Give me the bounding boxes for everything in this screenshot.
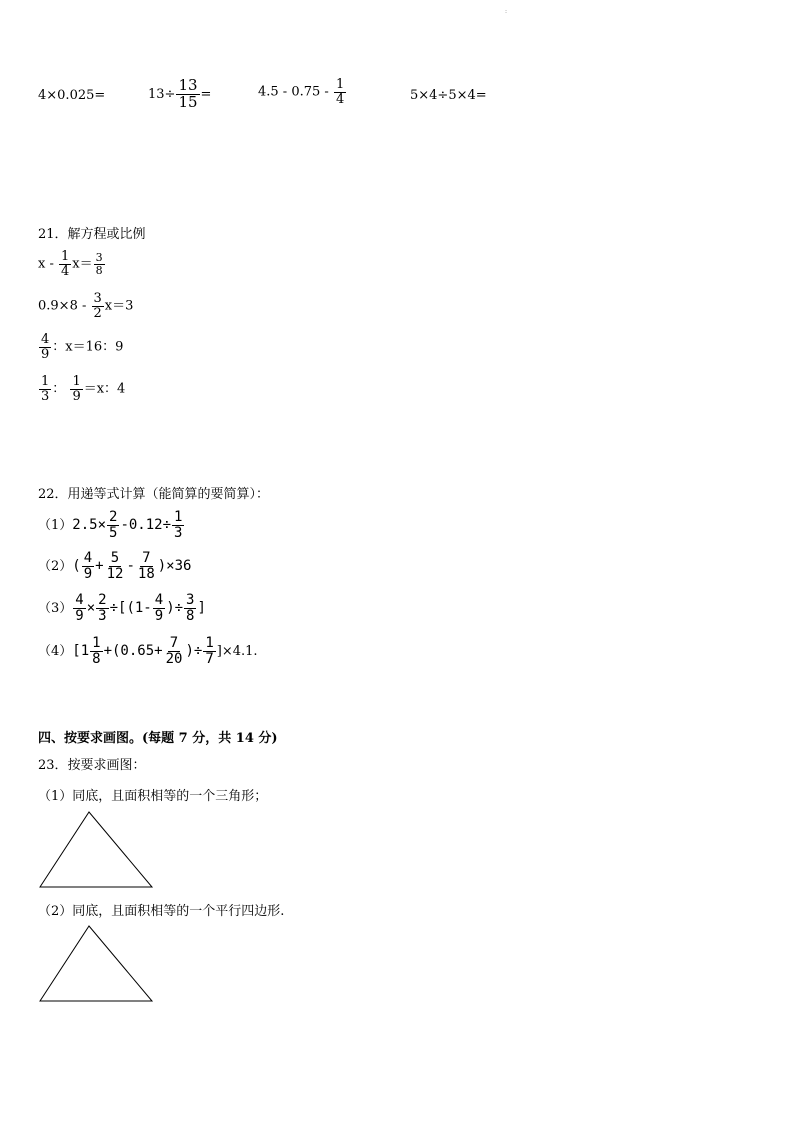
q23-sub-1: （1）同底，且面积相等的一个三角形； <box>38 789 268 804</box>
oral-item-2: 13÷ $\frac{13}{15}$ = <box>148 76 212 111</box>
q22-part-4: （4）[1 $\frac{1}{8}$ +(0.65+ $\frac{7}{20}$ )÷ $\frac{1}{7}$ ]×4.1. <box>38 635 258 667</box>
q21-title: 21．解方程或比例 <box>38 227 146 242</box>
q22-part-2: （2）( $\frac{4}{9}$ + $\frac{5}{12}$ - $\frac{7}{18}$ )×36 <box>38 550 192 582</box>
q21-equation-3: $\frac{4}{9}$ ：x＝16：9 <box>41 332 124 362</box>
fraction: $\frac{13}{15}$ <box>178 76 198 111</box>
oral-item-4: 5×4÷5×4= <box>410 88 487 103</box>
section4-title: 四、按要求画图。(每题 7 分，共 14 分) <box>38 731 278 746</box>
oral-item-1: 4×0.025= <box>38 88 106 103</box>
corner-mark: : <box>505 8 508 15</box>
triangle-figure-1 <box>38 810 156 890</box>
q22-title: 22．用递等式计算（能简算的要简算）： <box>38 487 270 502</box>
q22-part-1: （1）2.5× $\frac{2}{5}$ -0.12÷ $\frac{1}{3}$ <box>38 509 183 541</box>
q21-equation-2: 0.9×8 - $\frac{3}{2}$ x＝3 <box>38 291 134 321</box>
q21-equation-1: x - $\frac{1}{4}$ x＝ $\frac{3}{8}$ <box>38 249 103 279</box>
q23-title: 23．按要求画图： <box>38 758 146 773</box>
q23-sub-2: （2）同底，且面积相等的一个平行四边形. <box>38 904 285 919</box>
q21-equation-4: $\frac{1}{3}$ ： $\frac{1}{9}$ ＝x：4 <box>41 374 126 404</box>
q22-part-3: （3） $\frac{4}{9}$ × $\frac{2}{3}$ ÷[(1- $\frac{4}{9}$ )÷ $\frac{3}{8}$ ] <box>38 592 206 624</box>
oral-item-3: 4.5 - 0.75 - $\frac{1}{4}$ <box>258 77 345 107</box>
triangle-figure-2 <box>38 924 156 1004</box>
fraction: $\frac{1}{4}$ <box>335 77 345 107</box>
